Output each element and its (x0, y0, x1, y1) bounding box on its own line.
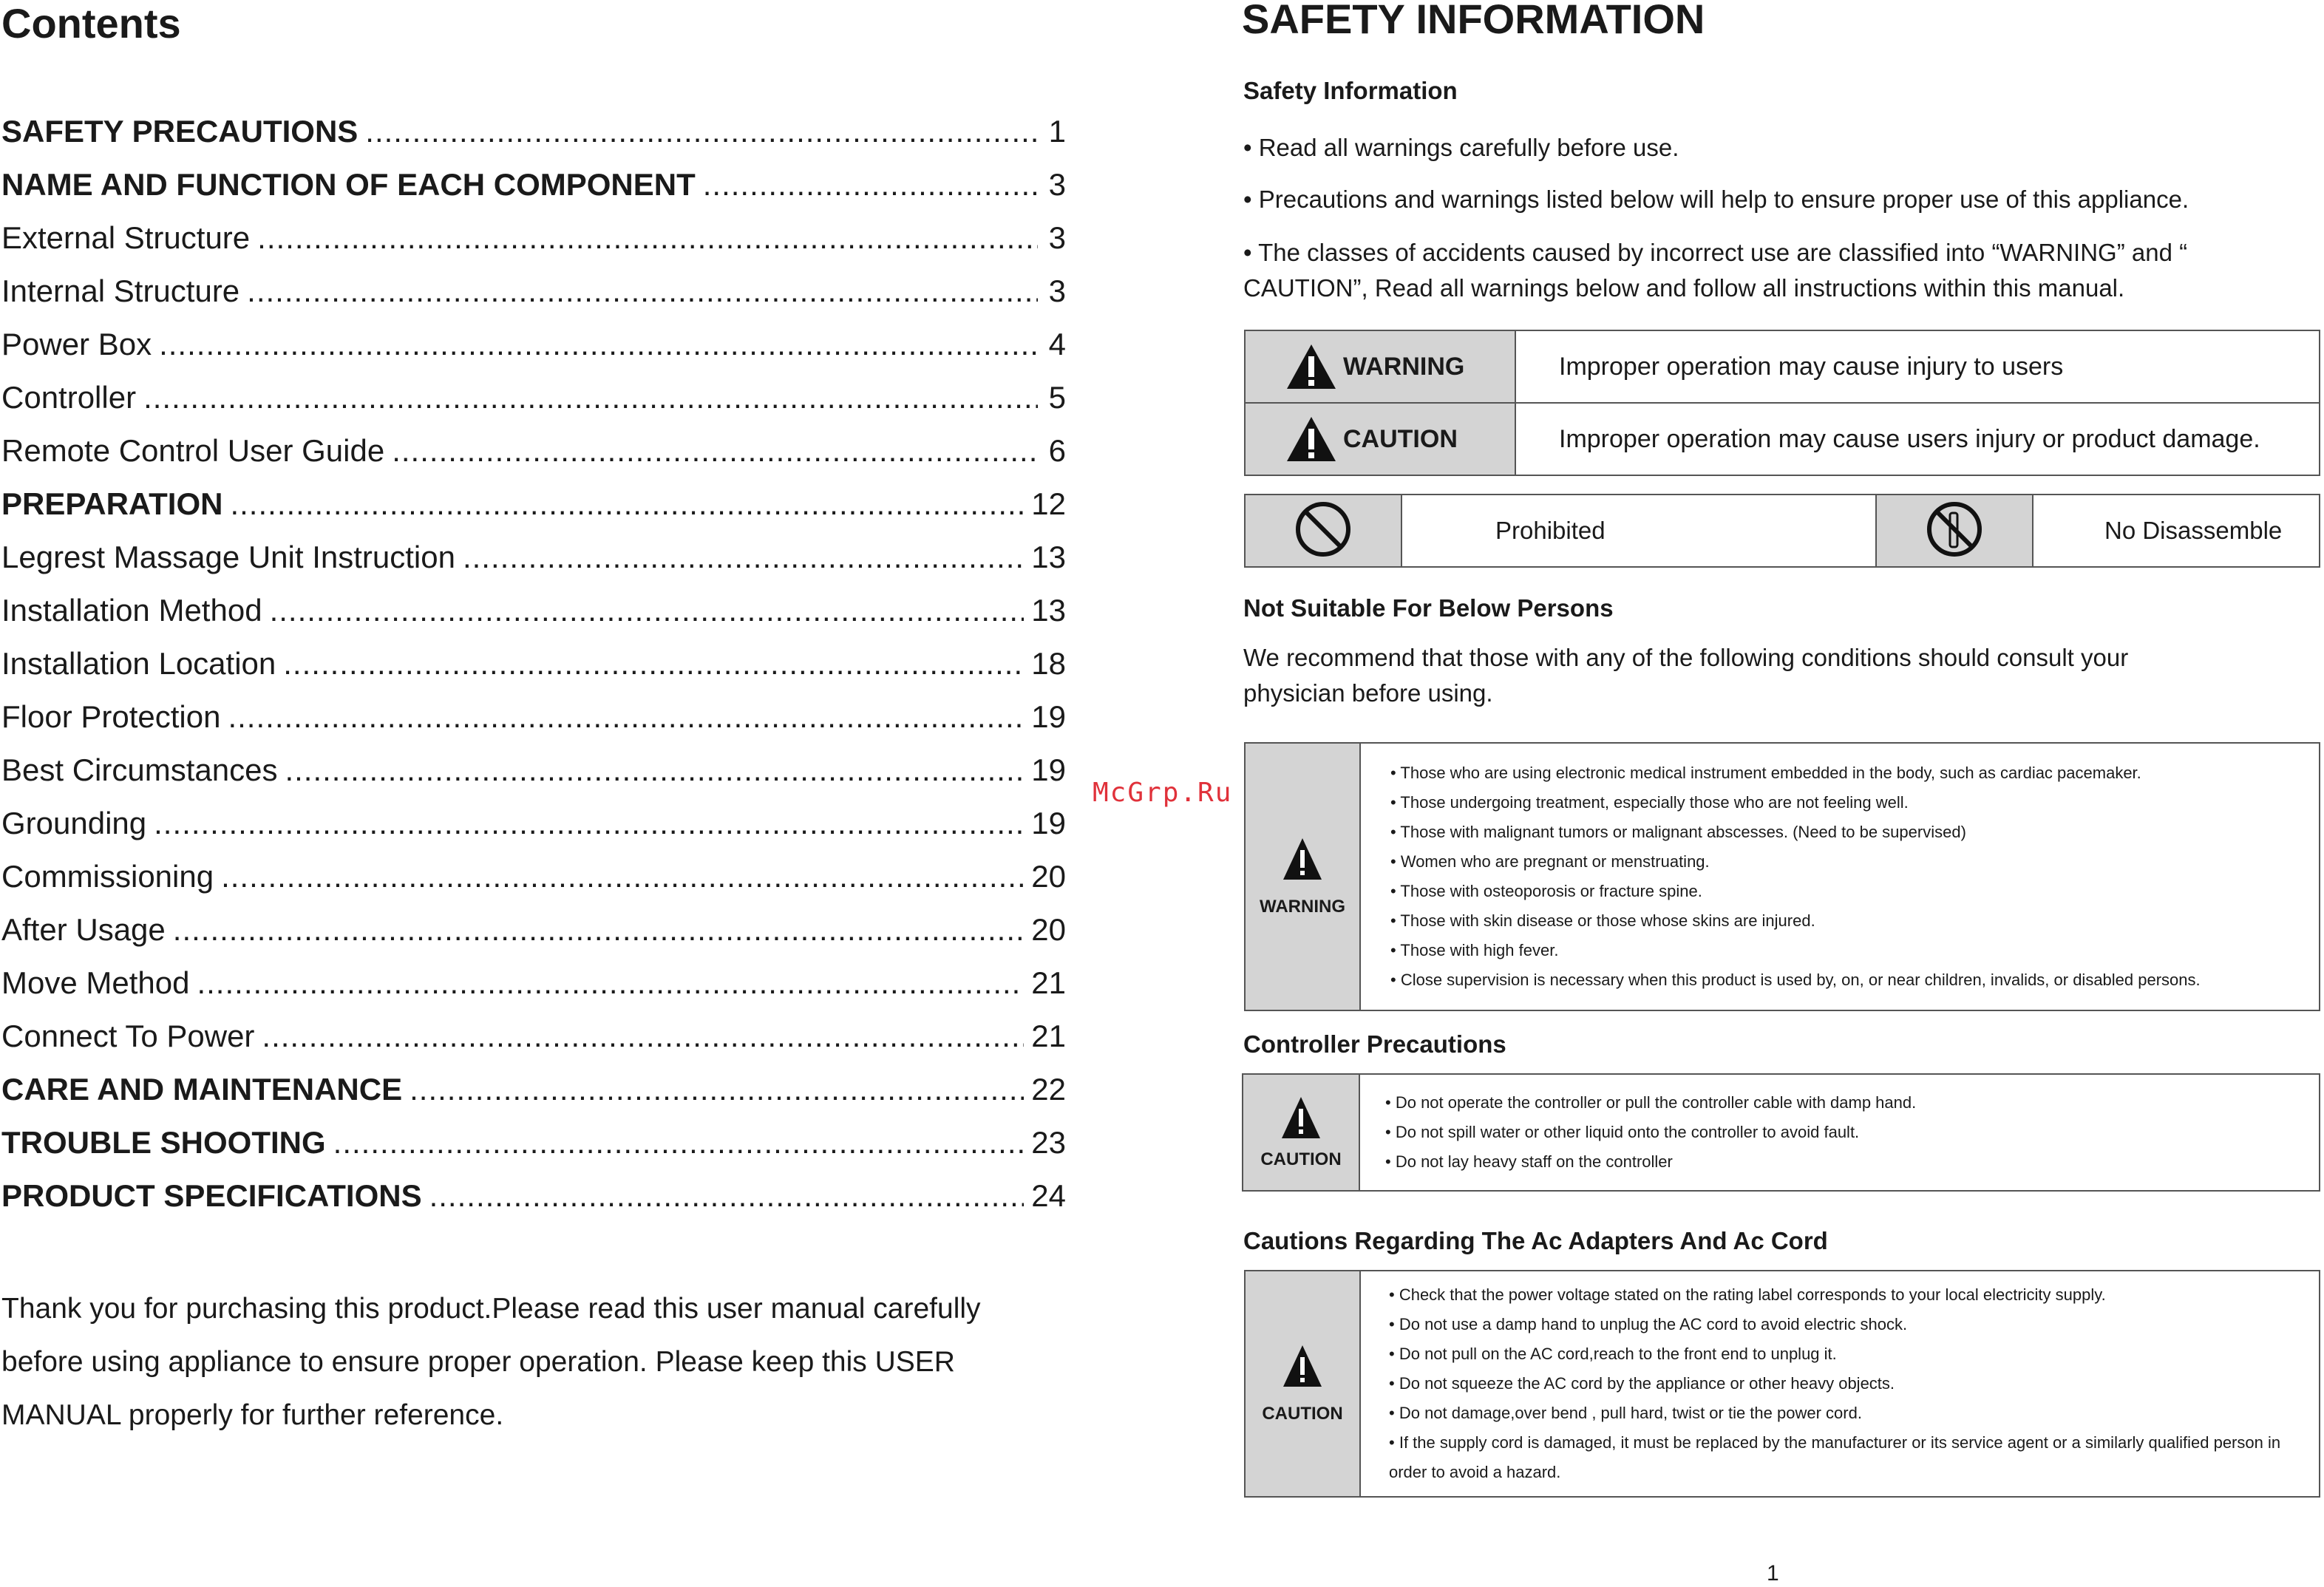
toc-entry[interactable] (1, 256, 1066, 309)
toc-entry[interactable] (1, 1160, 1066, 1214)
toc-entry[interactable] (1, 415, 1066, 469)
toc-leader-dots (159, 327, 1038, 362)
adapter-list-cell (1360, 1271, 2320, 1497)
toc-entry-page: 13 (1031, 593, 1066, 628)
list-item: • Women who are pregnant or menstruating. (1390, 847, 2319, 877)
toc-leader-dots (173, 912, 1025, 948)
toc-entry-label: PRODUCT SPECIFICATIONS (1, 1178, 422, 1213)
toc-entry-label: Best Circumstances (1, 752, 278, 787)
toc-leader-dots (228, 699, 1024, 735)
toc-entry[interactable] (1, 362, 1066, 415)
toc-entry-page: 19 (1031, 699, 1066, 734)
adapter-badge-cell (1245, 1271, 1360, 1497)
controller-list-cell (1359, 1074, 2320, 1191)
not-suitable-heading: Not Suitable For Below Persons (1243, 594, 1614, 622)
toc-entry-page: 18 (1031, 646, 1066, 681)
toc-entry-label: Grounding (1, 806, 147, 840)
caution-triangle-icon (1285, 415, 1337, 463)
toc-leader-dots (221, 859, 1024, 894)
toc-entry-page: 23 (1031, 1125, 1066, 1160)
toc-entry[interactable] (1, 1054, 1066, 1107)
toc-leader-dots (463, 540, 1024, 575)
not-suitable-table (1244, 742, 2320, 1011)
safety-title: SAFETY INFORMATION (1242, 0, 1705, 42)
toc-entry-page: 19 (1031, 752, 1066, 787)
toc-leader-dots (703, 167, 1038, 203)
toc-entry-page: 3 (1048, 220, 1066, 255)
controller-badge: CAUTION (1260, 1149, 1342, 1169)
intro-line: MANUAL properly for further reference. (1, 1399, 504, 1431)
toc-entry-label: SAFETY PRECAUTIONS (1, 114, 359, 149)
toc-entry[interactable] (1, 522, 1066, 575)
toc-entry-label: External Structure (1, 220, 251, 255)
safety-subtitle: Safety Information (1243, 77, 1458, 104)
toc-entry-page: 19 (1031, 806, 1066, 840)
toc-entry[interactable] (1, 682, 1066, 735)
intro-line: before using appliance to ensure proper operation. Please keep this USER (1, 1346, 955, 1378)
toc-entry-page: 21 (1031, 1019, 1066, 1053)
controller-heading: Controller Precautions (1243, 1030, 1506, 1058)
toc-leader-dots (257, 220, 1038, 256)
adapter-badge: CAUTION (1262, 1403, 1343, 1424)
warning-label: WARNING (1343, 352, 1465, 381)
toc-entry-label: Controller (1, 380, 137, 415)
not-suitable-list (1361, 758, 2319, 995)
toc-entry-page: 1 (1048, 114, 1066, 149)
toc-entry-page: 6 (1048, 433, 1066, 468)
list-item: • Those with malignant tumors or malignant abscesses. (Need to be supervised) (1390, 818, 2319, 847)
toc-entry-label: Move Method (1, 965, 190, 1000)
toc-entry-label: Installation Method (1, 593, 262, 628)
caution-desc: Improper operation may cause users injury or product damage. (1515, 403, 2320, 475)
toc-leader-dots (247, 273, 1038, 309)
toc-leader-dots (270, 593, 1025, 628)
toc-entry-page: 20 (1031, 859, 1066, 894)
toc-entry[interactable] (1, 1001, 1066, 1054)
warning-triangle-icon (1285, 343, 1337, 390)
toc-leader-dots (230, 486, 1024, 522)
list-item: • Those who are using electronic medical instrument embedded in the body, such as cardiac pacemaker. (1390, 758, 2319, 788)
adapter-heading: Cautions Regarding The Ac Adapters And Ac Cord (1243, 1227, 1828, 1254)
toc-list (1, 96, 1066, 1214)
list-item: • Those undergoing treatment, especially those who are not feeling well. (1390, 788, 2319, 818)
list-item: • Do not spill water or other liquid onto the controller to avoid fault. (1385, 1118, 2319, 1147)
prohibited-icon-cell (1245, 495, 1401, 567)
list-item: • Do not lay heavy staff on the controller (1385, 1147, 2319, 1177)
controller-list (1360, 1088, 2319, 1177)
contents-title: Contents (1, 0, 181, 47)
toc-entry-label: Remote Control User Guide (1, 433, 385, 468)
caution-triangle-icon (1282, 1344, 1323, 1388)
toc-entry[interactable] (1, 948, 1066, 1001)
not-suitable-badge-cell (1245, 743, 1360, 1010)
hazard-levels-table (1244, 330, 2320, 476)
toc-entry-label: Connect To Power (1, 1019, 255, 1053)
list-item: • If the supply cord is damaged, it must be replaced by the manufacturer or its service agent or a similarly qualified person in order to avoid a hazard. (1389, 1428, 2319, 1487)
toc-entry-label: Power Box (1, 327, 152, 361)
toc-leader-dots (333, 1125, 1025, 1160)
toc-entry-label: Installation Location (1, 646, 276, 681)
toc-entry[interactable] (1, 469, 1066, 522)
adapter-list (1361, 1280, 2319, 1487)
not-suitable-badge: WARNING (1260, 896, 1345, 917)
caution-label-cell (1245, 403, 1515, 475)
list-item: • Do not squeeze the AC cord by the appliance or other heavy objects. (1389, 1369, 2319, 1399)
toc-leader-dots (429, 1178, 1025, 1214)
intro-text (1, 1282, 1036, 1442)
caution-label: CAUTION (1343, 424, 1458, 453)
toc-entry-label: CARE AND MAINTENANCE (1, 1072, 403, 1107)
toc-entry[interactable] (1, 841, 1066, 894)
no-disassemble-icon (1925, 500, 1984, 559)
controller-badge-cell (1243, 1074, 1359, 1191)
toc-leader-dots (410, 1072, 1024, 1107)
toc-leader-dots (283, 646, 1024, 682)
watermark: McGrp.Ru (1093, 778, 1233, 808)
adapter-table (1244, 1270, 2320, 1498)
bullet-precautions: • Precautions and warnings listed below will help to ensure proper use of this appliance. (1243, 186, 2189, 213)
toc-entry[interactable] (1, 735, 1066, 788)
not-suitable-list-cell (1360, 743, 2320, 1010)
page-number: 1 (1767, 1561, 1779, 1586)
intro-line: Thank you for purchasing this product.Please read this user manual carefully (1, 1293, 981, 1325)
toc-entry[interactable] (1, 309, 1066, 362)
toc-leader-dots (365, 114, 1038, 149)
no-disassemble-label: No Disassemble (2033, 495, 2320, 567)
bullet-read: • Read all warnings carefully before use. (1243, 134, 1679, 161)
toc-entry[interactable] (1, 203, 1066, 256)
toc-entry[interactable] (1, 894, 1066, 948)
warning-desc: Improper operation may cause injury to users (1515, 330, 2320, 403)
toc-entry-page: 20 (1031, 912, 1066, 947)
toc-entry-label: Internal Structure (1, 273, 240, 308)
controller-table (1242, 1073, 2320, 1192)
list-item: • Do not use a damp hand to unplug the AC cord to avoid electric shock. (1389, 1310, 2319, 1339)
toc-entry-label: PREPARATION (1, 486, 223, 521)
toc-entry-page: 13 (1031, 540, 1066, 574)
prohibited-icon (1294, 500, 1353, 559)
toc-entry-page: 4 (1048, 327, 1066, 361)
warning-triangle-icon (1282, 837, 1323, 881)
toc-entry-page: 5 (1048, 380, 1066, 415)
bullet-classes: • The classes of accidents caused by incorrect use are classified into “WARNING” and “ (1243, 239, 2188, 266)
caution-triangle-icon (1280, 1095, 1322, 1140)
toc-leader-dots (197, 965, 1024, 1001)
toc-entry-page: 24 (1031, 1178, 1066, 1213)
list-item: • Those with osteoporosis or fracture spine. (1390, 877, 2319, 906)
bullet-classes-cont: CAUTION”, Read all warnings below and follow all instructions within this manual. (1243, 274, 2125, 302)
list-item: • Those with skin disease or those whose skins are injured. (1390, 906, 2319, 936)
toc-entry[interactable] (1, 575, 1066, 628)
toc-entry-page: 3 (1048, 273, 1066, 308)
toc-leader-dots (392, 433, 1038, 469)
list-item: • Check that the power voltage stated on the rating label corresponds to your local electricity supply. (1389, 1280, 2319, 1310)
toc-entry[interactable] (1, 149, 1066, 203)
list-item: • Do not pull on the AC cord,reach to the front end to unplug it. (1389, 1339, 2319, 1369)
toc-leader-dots (154, 806, 1024, 841)
no-disassemble-icon-cell (1876, 495, 2033, 567)
list-item: • Do not operate the controller or pull the controller cable with damp hand. (1385, 1088, 2319, 1118)
toc-entry-page: 3 (1048, 167, 1066, 202)
not-suitable-text-1: We recommend that those with any of the following conditions should consult your (1243, 644, 2129, 671)
toc-entry-page: 12 (1031, 486, 1066, 521)
toc-entry-label: Commissioning (1, 859, 214, 894)
toc-leader-dots (285, 752, 1024, 788)
list-item: • Close supervision is necessary when this product is used by, on, or near children, invalids, or disabled persons. (1390, 965, 2319, 995)
toc-entry[interactable] (1, 788, 1066, 841)
list-item: • Do not damage,over bend , pull hard, twist or tie the power cord. (1389, 1399, 2319, 1428)
toc-entry[interactable] (1, 96, 1066, 149)
toc-entry-label: After Usage (1, 912, 166, 947)
toc-entry-label: Floor Protection (1, 699, 221, 734)
toc-entry-page: 21 (1031, 965, 1066, 1000)
toc-leader-dots (143, 380, 1038, 415)
toc-leader-dots (262, 1019, 1024, 1054)
toc-entry[interactable] (1, 628, 1066, 682)
prohibited-label: Prohibited (1401, 495, 1876, 567)
list-item: • Those with high fever. (1390, 936, 2319, 965)
not-suitable-text-2: physician before using. (1243, 679, 1493, 707)
toc-entry-page: 22 (1031, 1072, 1066, 1107)
toc-entry-label: NAME AND FUNCTION OF EACH COMPONENT (1, 167, 696, 202)
toc-entry-label: TROUBLE SHOOTING (1, 1125, 326, 1160)
toc-entry-label: Legrest Massage Unit Instruction (1, 540, 455, 574)
warning-label-cell (1245, 330, 1515, 403)
symbols-table (1244, 494, 2320, 568)
toc-entry[interactable] (1, 1107, 1066, 1160)
